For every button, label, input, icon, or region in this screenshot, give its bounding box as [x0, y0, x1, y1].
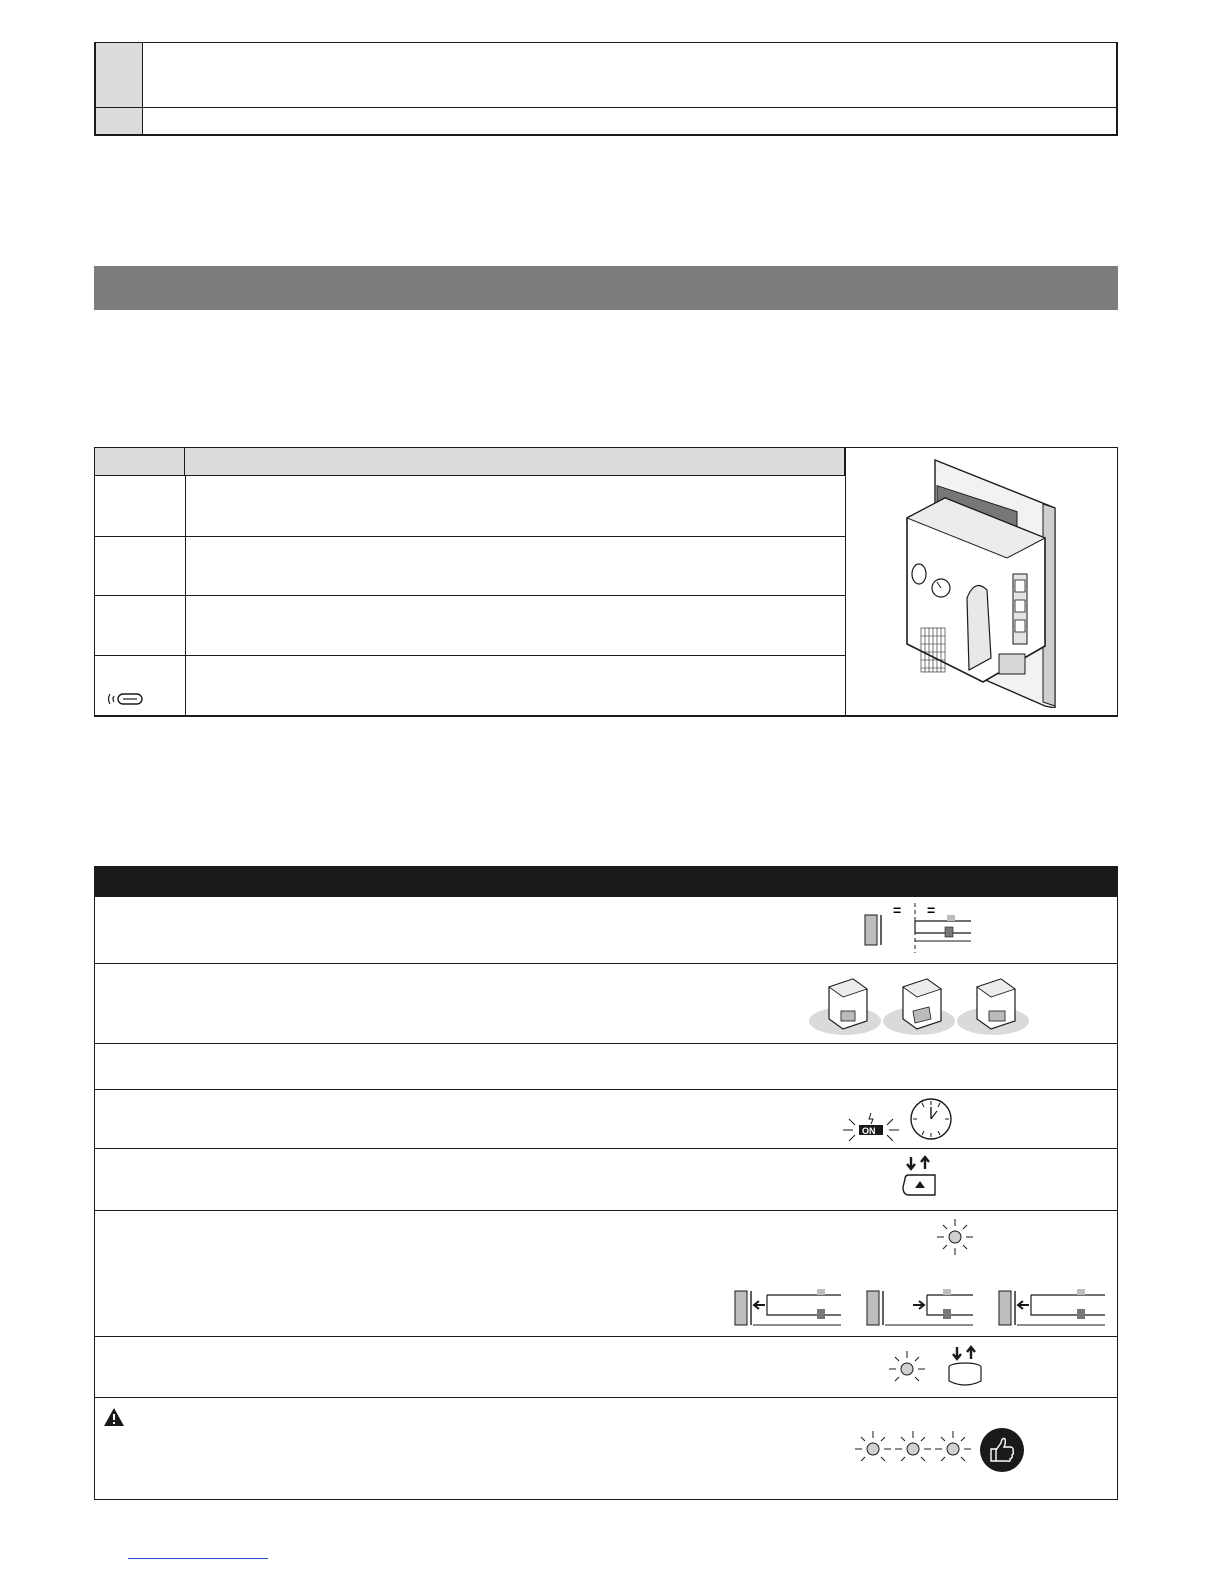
procedure-table-header	[95, 867, 1117, 897]
buttons-table-row-divider	[95, 595, 845, 596]
top-table-row-divider	[96, 107, 1116, 108]
on-badge: ON	[862, 1126, 876, 1136]
three-leds-icon	[855, 1425, 975, 1469]
led-press-release-icon	[887, 1345, 1007, 1391]
section-header-band	[94, 266, 1118, 310]
thumbs-up-icon	[979, 1427, 1025, 1473]
buttons-table	[94, 447, 1118, 717]
control-unit-illustration	[895, 458, 1075, 708]
buttons-table-row-divider	[95, 536, 845, 537]
procedure-row-divider	[95, 1397, 1117, 1398]
blinking-led-icon	[935, 1217, 975, 1257]
warning-icon	[103, 1407, 125, 1427]
gate-movement-sequence-icon	[731, 1281, 1111, 1333]
buttons-table-head-function	[185, 448, 845, 476]
top-table-shaded-column	[96, 43, 143, 134]
footer-link-underline	[128, 1558, 268, 1559]
top-table	[94, 42, 1118, 136]
svg-text:=: =	[893, 903, 902, 918]
buttons-table-head-key	[95, 448, 185, 476]
svg-text:=: =	[927, 903, 936, 918]
press-button-icon	[899, 1155, 943, 1205]
buttons-table-image-divider	[845, 448, 846, 716]
procedure-row-divider	[95, 1043, 1117, 1044]
procedure-row-divider	[95, 1148, 1117, 1149]
gate-half-open-icon	[861, 903, 981, 953]
buttons-table-column-divider	[185, 476, 186, 716]
buttons-table-row-divider	[95, 655, 845, 656]
procedure-table	[94, 866, 1118, 1500]
radio-remote-icon	[107, 690, 147, 708]
procedure-row-divider	[95, 1089, 1117, 1090]
motor-release-icon	[809, 967, 1029, 1039]
procedure-row-divider	[95, 963, 1117, 964]
procedure-row-divider	[95, 1336, 1117, 1337]
power-on-clock-icon	[835, 1095, 965, 1143]
procedure-row-divider	[95, 1210, 1117, 1211]
